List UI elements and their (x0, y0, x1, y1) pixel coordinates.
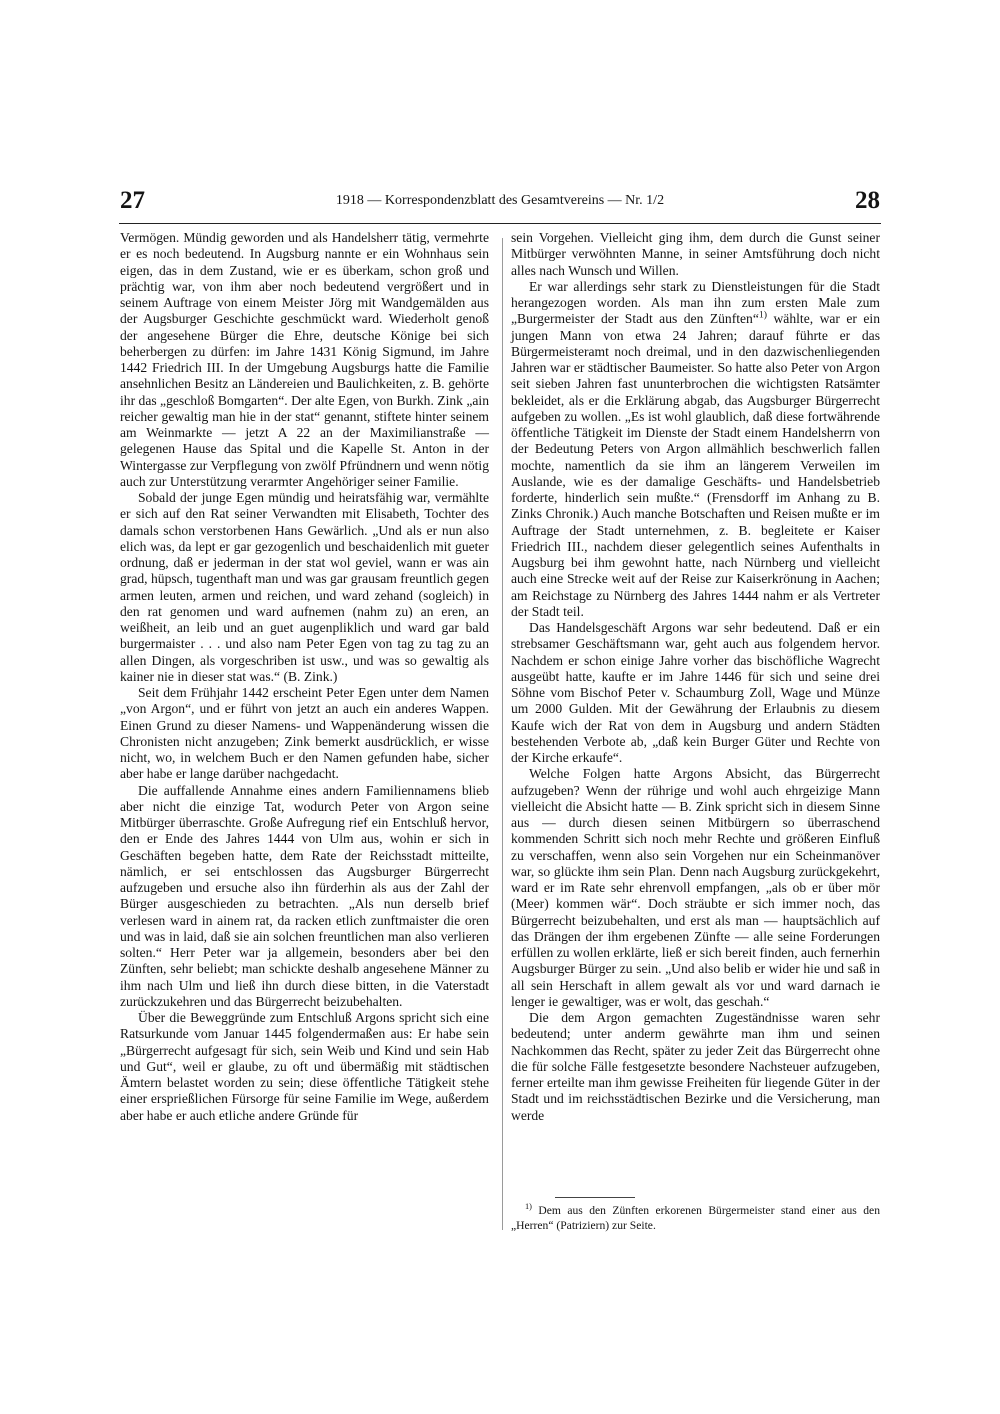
column-divider (502, 238, 503, 1230)
paragraph: Vermögen. Mündig geworden und als Handelsherr tätig, vermehrte er es noch bedeutend. In Augsburg nannte er ein Wohnhaus sein eigen, das in dem Zustand, wie er es überkam, schon groß und prächtig war, von ihm aber noch bedeutend vergrößert und in seinem Auftrage von einem Meister Jörg mit Wandgemälden aus der Augsburger Geschichte geschmückt ward. Wiederholt genoß der angesehene Bürger die Ehre, deutsche Könige bei sich beherbergen zu dürfen: im Jahre 1431 König Sigmund, im Jahre 1442 Friedrich III. In der Umgebung Augsburgs hatte die Familie ansehnlichen Besitz an Ländereien und Baulichkeiten, z. B. gehörte ihr das „geschloß Bomgarten“. Der alte Egen, von Burkh. Zink „ain reicher gewaltig man hie in der stat“ genannt, stiftete hinter seinem am Weinmarkte — jetzt A 22 an der Maximilianstraße — gelegenen Hause das Spital und die Kapelle St. Anton in der Wintergasse zur Verpflegung von zwölf Pfründnern und wenn nötig auch zur Unterstützung verarmter Angehöriger seiner Familie. (120, 230, 489, 489)
footnote-text: Dem aus den Zünften erkorenen Bürgermeister stand einer aus den „Herren“ (Patriziern) zur Seite. (511, 1204, 880, 1232)
page-number-right: 28 (855, 187, 880, 214)
paragraph: sein Vorgehen. Vielleicht ging ihm, dem durch die Gunst seiner Mitbürger verwöhnten Manne, in seiner Amtsführung doch nicht alles nach Wunsch und Willen. (511, 230, 880, 278)
footnote-rule (555, 1197, 635, 1198)
footnote (511, 1203, 880, 1233)
paragraph: Seit dem Frühjahr 1442 erscheint Peter Egen unter dem Namen „von Argon“, und er führt von jetzt an auch ein anderes Wappen. Einen Grund zu dieser Namens- und Wappenänderung wissen die Chronisten nicht anzugeben; Zink bemerkt ausdrücklich, er wisse nicht, wo, in welchem Buch er den Namen gefunden habe, sicher aber habe er lange darüber nachgedacht. (120, 685, 489, 782)
paragraph: Über die Beweggründe zum Entschluß Argons spricht sich eine Ratsurkunde vom Januar 1445 folgendermaßen aus: Er habe sein „Bürgerrecht aufgesagt für sich, sein Weib und Kind und sein Hab und Gut“, weil er glaube, zu oft und übermäßig mit städtischen Ämtern belastet worden zu sein; diese öffentliche Tätigkeit stehe einer ersprießlichen Fürsorge für seine Familie im Wege, außerdem aber habe er auch etliche andere Gründe für (120, 1010, 489, 1123)
paragraph-text: Er war allerdings sehr stark zu Dienstleistungen für die Stadt herangezogen worden. Als man ihn zum ersten Male zum „Burgermeister der Stadt aus den Zünften“ (511, 278, 880, 327)
running-header: 1918 — Korrespondenzblatt des Gesamtvereins — Nr. 1/2 (335, 193, 665, 208)
header-rule (119, 223, 881, 224)
paragraph (511, 279, 880, 620)
paragraph: Die auffallende Annahme eines andern Familiennamens blieb aber nicht die einzige Tat, wodurch Peter von Argon seine Mitbürger überraschte. Große Aufregung rief ein Entschluß hervor, den er Ende des Jahres 1444 von Ulm aus, wohin er sich in Geschäften begeben hatte, dem Rate der Reichsstadt mitteilte, nämlich, er sei entschlossen das Augsburger Bürgerrecht aufzugeben und ersuche also ihn fürderhin als aus der Zahl der Bürger ausgeschieden zu betrachten. „Als nun derselb brief verlesen ward in ainem rat, da racken etlich zunftmaister die oren und was in laid, daß sie ain solchen freuntlichen man also verlieren solten.“ Herr Peter war ja allgemein, besonders aber bei den Zünften, sehr beliebt; man schickte deshalb angesehene Männer zu ihm nach Ulm und ließ ihn durch diese bitten, in die Vaterstadt zurückzukehren und das Bürgerrecht beizubehalten. (120, 782, 489, 1009)
right-column (511, 230, 880, 1124)
paragraph: Das Handelsgeschäft Argons war sehr bedeutend. Daß er ein strebsamer Geschäftsmann war, geht auch aus folgendem hervor. Nachdem er schon einige Jahre vorher das bischöfliche Wagrecht ausgeübt hatte, kaufte er im Jahre 1446 für sich und seine drei Söhne vom Bischof Peter v. Schaumburg Zoll, Wage und Münze um 2000 Gulden. Mit der Gewährung der Erlaubnis zu diesem Kaufe wich der Rat von dem in Augsburg und andern Städten bestehenden Verbote ab, „daß kein Burger Güter und Rechte von der Kirche erkaufe“. (511, 620, 880, 765)
footnote-reference[interactable]: 1) (758, 309, 768, 321)
footnote-marker: 1) (525, 1202, 532, 1212)
paragraph: Sobald der junge Egen mündig und heiratsfähig war, vermählte er sich auf den Rat seiner Verwandten mit Elisabeth, Tochter des damals schon verstorbenen Hans Gewärlich. „Und als er nun also elich was, da lept er gar gezogenlich und beschaidenlich mit gueter ordnung, daß er jederman in der stat wol geviel, wann er was ain grad, hüpsch, tugenthaft man und was gar grausam freuntlich gegen armen leuten, armen und reichen, und ward zehand (sogleich) in den rat genomen und ward aufnemen (nahm zu) an eren, an weißheit, an leib und an guet augenpliklich und ward gar bald burgermaister . . . und also nam Peter Egen von tag zu tag zu an allen Dingen, als vorgeschriben ist usw., und was so gewaltig als kainer nie in dieser stat was.“ (B. Zink.) (120, 490, 489, 684)
paragraph-text: wählte, war er ein jungen Mann von etwa 24 Jahren; darauf führte er das Bürgermeisteramt noch dreimal, und in den dazwischenliegenden Jahren war er städtischer Baumeister. So hatte also Peter von Argon seit sieben Jahren fast ununterbrochen die wichtigsten Ratsämter bekleidet, als er die Erklärung abgab, das Augsburger Bürgerrecht aufgeben zu wollen. „Es ist wohl glaublich, daß diese fortwährende öffentliche Tätigkeit im Dienste der Stadt einem Handelsherrn von der Bedeutung Peters von Argon allmählich beschwerlich fallen mochte, namentlich da sie ihm an längerem Verweilen im Auslande, wie es der damalige Geschäfts- und Handelsbetrieb forderte, hinderlich sein mußte.“ (Frensdorff im Anhang zu B. Zinks Chronik.) Auch manche Botschaften und Reisen mußte er im Auftrage der Stadt unternehmen, z. B. begleitete er Kaiser Friedrich III., nachdem dieser gelegentlich seines Aufenthalts in Augsburg bei ihm gewohnt hatte, nach Nürnberg und vielleicht auch eine Strecke weit auf der Reise zur Kaiserkrönung in Aachen; am Reichstage zu Nürnberg des Jahres 1444 nahm er als Vertreter der Stadt teil. (511, 311, 880, 619)
paragraph: Die dem Argon gemachten Zugeständnisse waren sehr bedeutend; unter anderm gewährte man ihm und seinen Nachkommen das Recht, später zu jeder Zeit das Bürgerrecht ohne die für solche Fälle festgesetzte besondere Nachsteuer aufzugeben, ferner erteilte man ihm gewisse Freiheiten für liegende Güter in der Stadt und im reichsstädtischen Bezirke und die Versicherung, man werde (511, 1010, 880, 1123)
left-column (120, 230, 489, 1124)
page-number-left: 27 (120, 187, 145, 214)
paragraph: Welche Folgen hatte Argons Absicht, das Bürgerrecht aufzugeben? Wenn der rührige und wohl auch ehrgeizige Mann vielleicht die Absicht hatte — B. Zink spricht sich in diesem Sinne aus — durch diesen seinen Mitbürgern so überraschend kommenden Schritt sich noch mehr Rechte und größeren Einfluß zu verschaffen, wenn also sein Vorgehen nur ein Scheinmanöver war, so glückte ihm sein Plan. Denn nach Augsburg zurückgekehrt, ward er im Rate sehr ehrenvoll empfangen, „als ob er über mör (Meer) kommen wär“. Doch sträubte er sich immer noch, das Bürgerrecht beizubehalten, und erst als man — hauptsächlich auf das Drängen der ihm ergebenen Zünfte — alle seine Forderungen erfüllen zu wollen erklärte, ließ er sich bereit finden, auch fernerhin Augsburger Bürger zu sein. „Und also belib er wider hie und saß in all sein Herschaft in allem gewalt als vor und ward darnach ie lenger ie gewaltiger, was er wolt, das geschah.“ (511, 766, 880, 1009)
